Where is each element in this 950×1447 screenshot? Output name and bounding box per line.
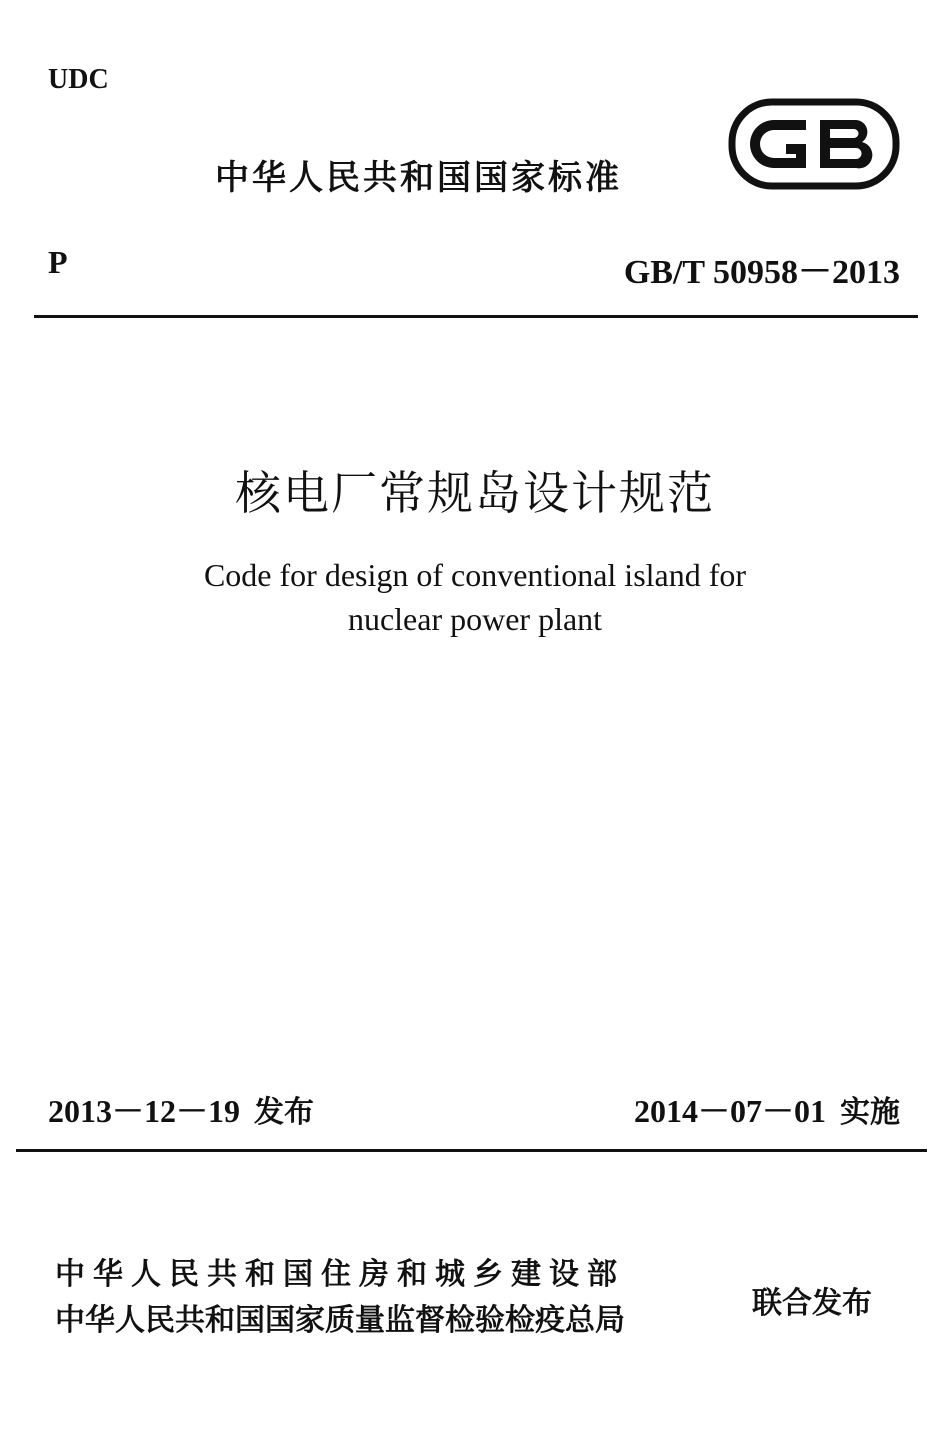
header-divider: [34, 315, 918, 318]
udc-label: UDC: [48, 64, 109, 95]
title-chinese: 核电厂常规岛设计规范: [235, 466, 715, 520]
standard-number: GB/T 50958－2013: [623, 254, 900, 291]
issue-date-row: [48, 1086, 314, 1132]
issuers: [55, 1252, 625, 1344]
joint-issue-label: 联合发布: [752, 1286, 872, 1321]
gb-logo-icon: [728, 98, 900, 190]
footer-divider: [16, 1149, 927, 1152]
issuer-1: 中华人民共和国住房和城乡建设部: [55, 1257, 625, 1292]
issue-label: 发布: [254, 1095, 315, 1130]
classification-code: P: [48, 244, 68, 280]
implement-date-row: [634, 1086, 900, 1132]
standard-type: 中华人民共和国国家标准: [215, 158, 622, 198]
implement-date: 2014－07－01: [633, 1093, 826, 1129]
title-english-line-2: nuclear power plant: [347, 601, 603, 637]
title-english: [0, 553, 950, 641]
issuer-2: 中华人民共和国国家质量监督检验检疫总局: [55, 1303, 625, 1338]
title-english-line-1: Code for design of conventional island for: [203, 557, 747, 593]
implement-label: 实施: [840, 1095, 900, 1130]
issue-date: 2013－12－19: [48, 1093, 241, 1129]
